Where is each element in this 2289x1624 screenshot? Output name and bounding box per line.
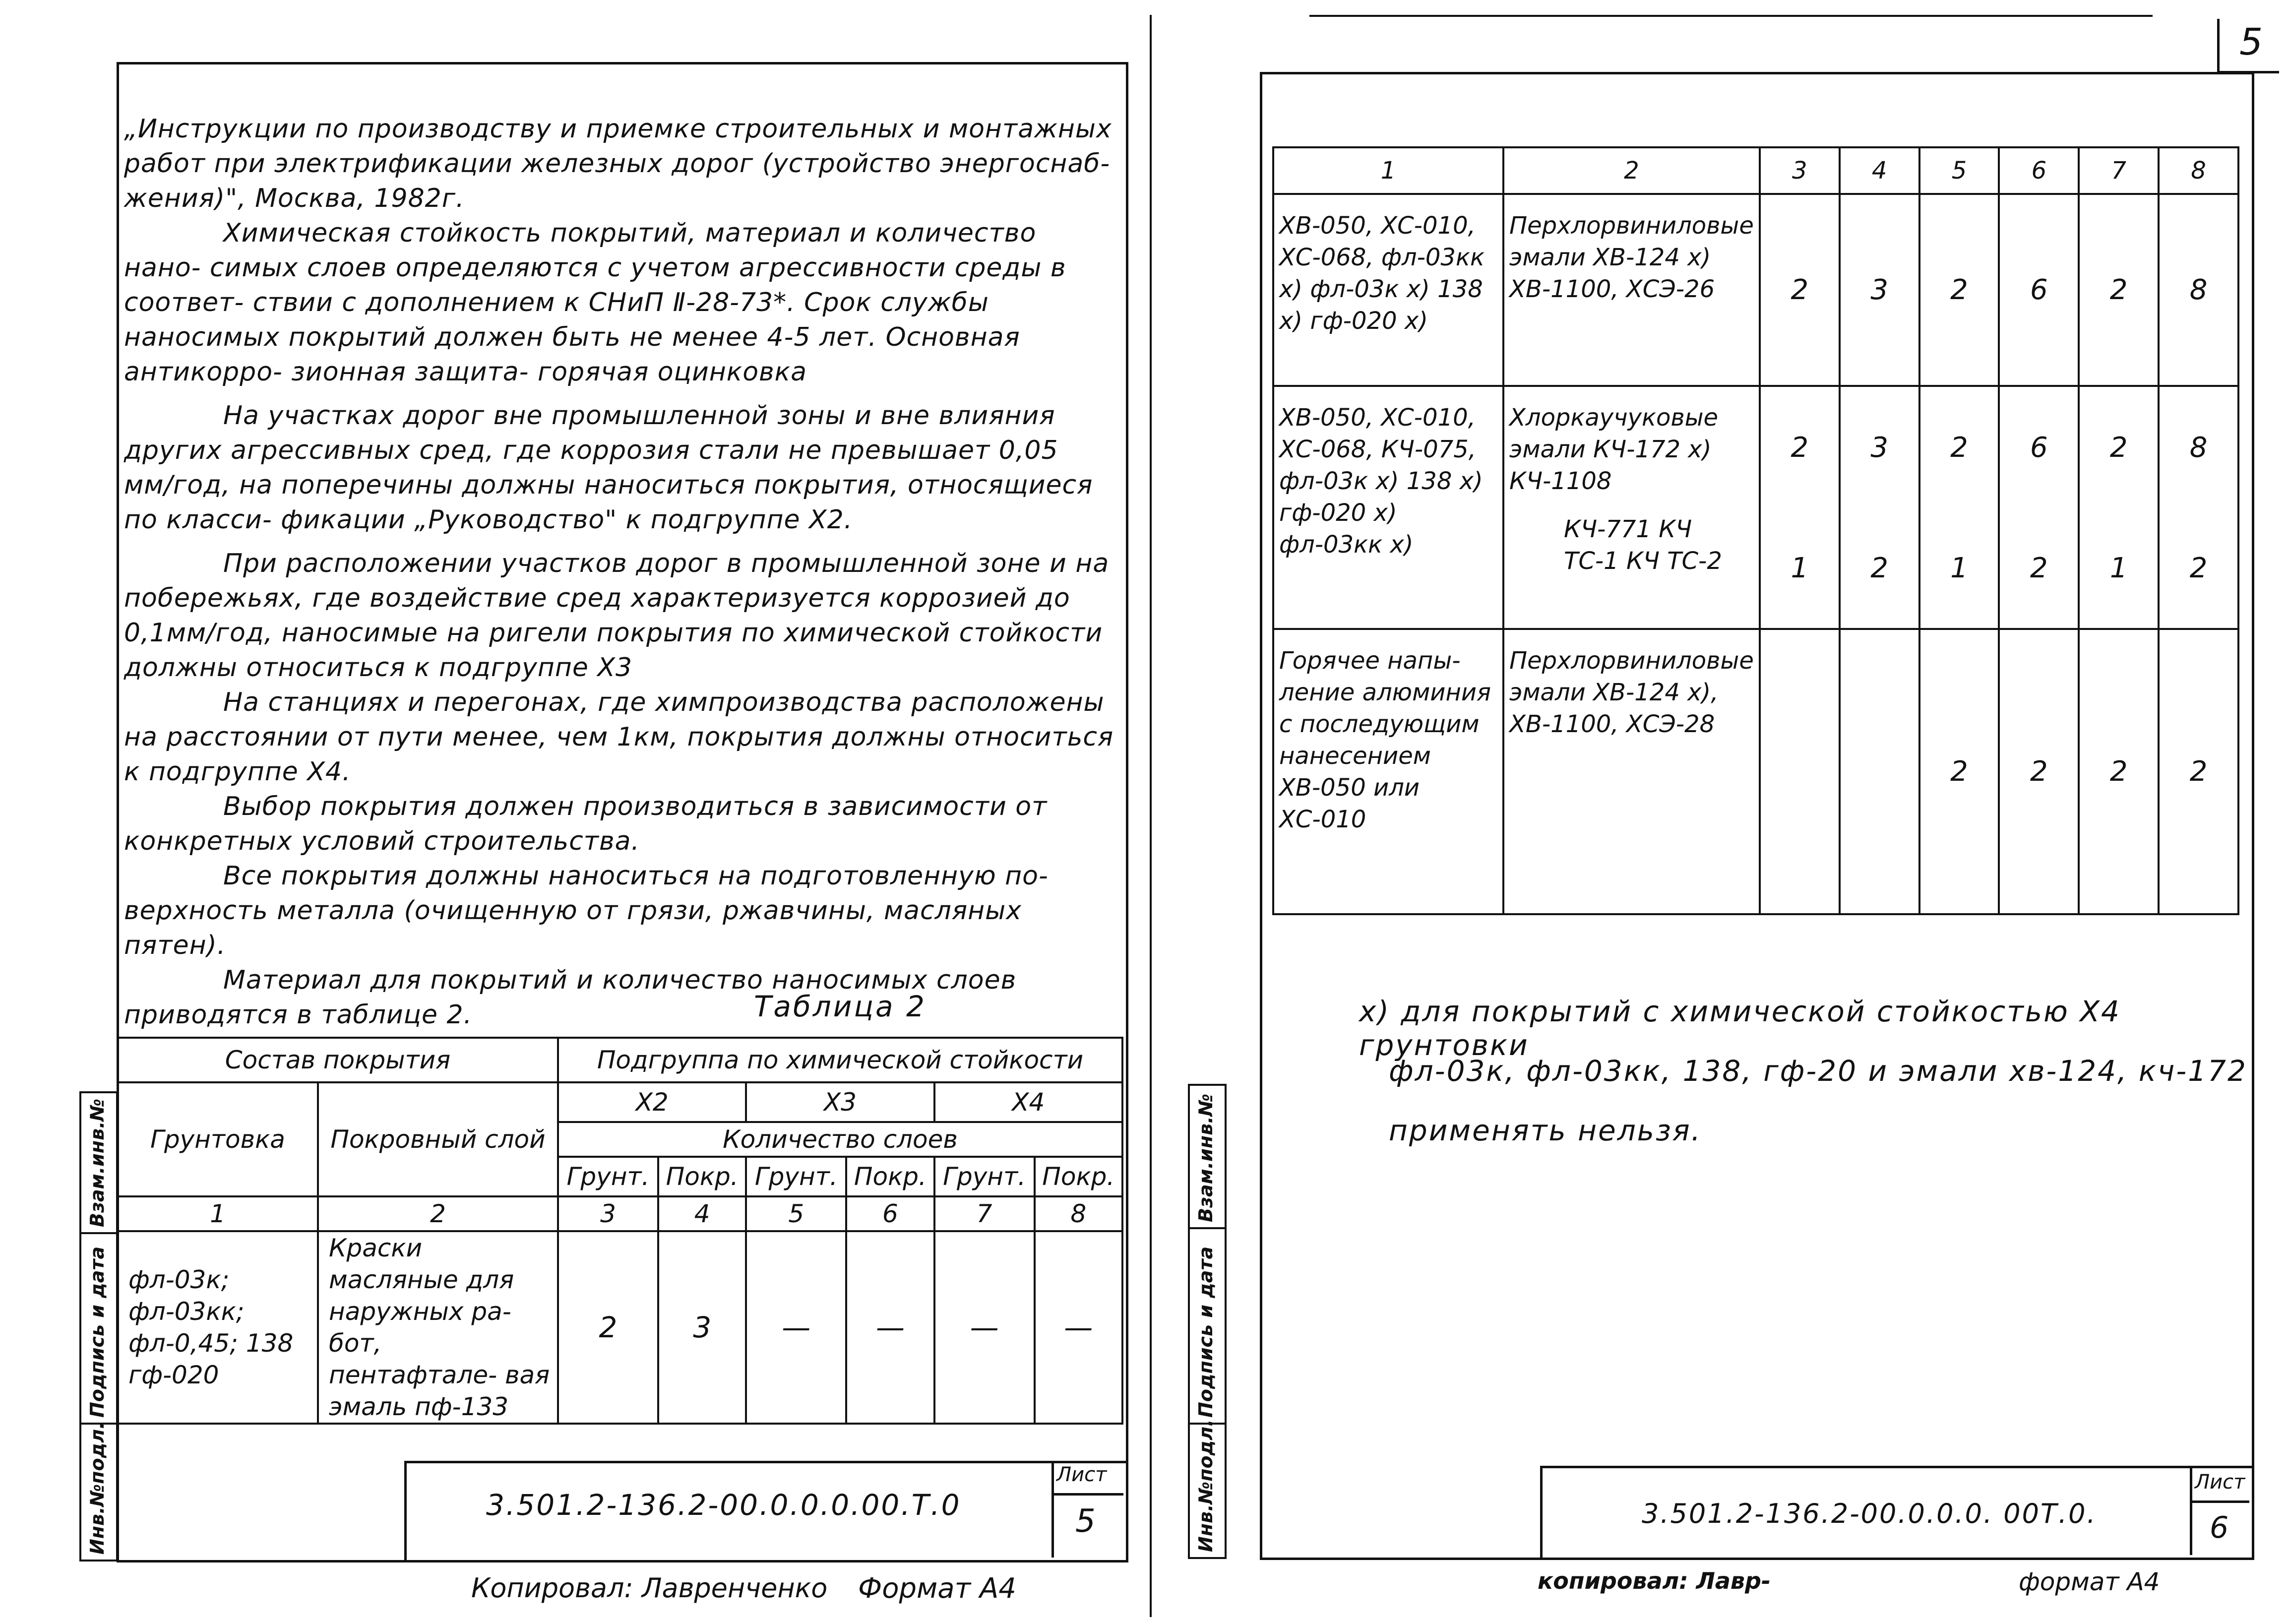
row-value: 8 [2159,194,2238,386]
left-copied-by: Копировал: Лавренченко [471,1572,828,1604]
side-cell-inventory [81,1422,116,1560]
row-value: 2 [1840,508,1919,629]
row-value: 2 [2079,194,2159,386]
left-side-strip [79,1091,118,1562]
side-cell-inventory [1190,1419,1225,1557]
row-value: — [746,1231,846,1424]
row-value: 2 [1760,386,1840,509]
row-value: — [1035,1231,1122,1424]
left-format: Формат А4 [858,1572,1016,1605]
side-label-signature: Подпись и дата [1195,1246,1217,1418]
row-value: 8 [2159,386,2238,509]
row-value: 2 [1760,194,1840,386]
sub-header: Грунт. [558,1157,658,1196]
left-document-code: 3.501.2-136.2-00.0.0.0.00.Т.0 [486,1488,961,1522]
sub-header: Покр. [1035,1157,1122,1196]
header-subgroup: Подгруппа по химической стойкости [558,1038,1122,1082]
stamp-divider [1052,1493,1123,1496]
row-primer: фл-03к; фл-03кк; фл-0,45; 138 гф-020 [118,1231,318,1424]
sub-header: Покр. [658,1157,746,1196]
row-value: 3 [658,1231,746,1424]
header-layers: Количество слоев [558,1122,1122,1157]
header-x2: Х2 [558,1082,746,1122]
row-value [1840,629,1919,914]
column-number: 7 [934,1196,1035,1231]
right-copied-by: копировал: Лавр- [1538,1567,1771,1594]
row-value: 2 [558,1231,658,1424]
right-side-strip [1188,1084,1227,1559]
row-coat: Хлоркаучуковые эмали КЧ-172 х) КЧ-1108 [1503,386,1760,509]
column-number: 2 [318,1196,558,1231]
column-number: 6 [846,1196,934,1231]
corner-page-number: 5 [2239,21,2263,63]
row-value: — [934,1231,1035,1424]
page-separator [1150,15,1152,1617]
side-cell-replacement [1190,1086,1225,1229]
column-number: 4 [1840,147,1919,194]
row-value: 2 [1919,194,1999,386]
row-value: 2 [1919,386,1999,509]
row-coat: Перхлорвиниловые эмали ХВ-124 х) ХВ-1100, ХСЭ-26 [1503,194,1760,386]
column-number: 5 [746,1196,846,1231]
row-value: — [846,1231,934,1424]
row-value: 1 [1919,508,1999,629]
sub-header: Покр. [846,1157,934,1196]
row-value: 3 [1840,194,1919,386]
right-sheet-label: Лист [2195,1471,2245,1494]
side-label-replacement: Взам.инв.№ [86,1098,108,1227]
header-coat: Покровный слой [318,1082,558,1196]
paragraph-stations: На станциях и перегонах, где химпроизводства расположены на расстоянии от пути менее, чем 1км, покрытия должны относиться к подгруппе Х4. [124,687,1114,787]
header-x4: Х4 [934,1082,1122,1122]
row-value: 2 [2159,508,2238,629]
paragraph-industrial-zone: При расположении участков дорог в промышленной зоне и на побережьях, где воздействие сред характеризуется коррозией до 0,1мм/год, наносимые на ригели покрытия по химической стойкости должны относиться к подгруппе Х3 [124,549,1110,683]
row-value: 2 [2159,629,2238,914]
row-value: 2 [1999,629,2079,914]
column-number: 4 [658,1196,746,1231]
side-cell-replacement [81,1093,116,1234]
table-2-continuation [1272,146,2239,915]
paragraph-instructions: „Инструкции по производству и приемке строительных и монтажных работ при электрификации железных дорог (устройство энергоснаб- жения)", Москва, 1982г. [124,114,1112,213]
row-value: 6 [1999,386,2079,509]
side-cell-signature [1190,1229,1225,1425]
side-label-inventory: Инв.№подл. [1195,1419,1217,1552]
paragraph-surface-prep: Все покрытия должны наноситься на подготовленную по- верхность металла (очищенную от грязи, ржавчины, масляных пятен). [124,861,1049,960]
column-number: 1 [1273,147,1503,194]
column-number: 8 [1035,1196,1122,1231]
footnote-line-1: х) для покрытий с химической стойкостью Х4 грунтовки [1359,995,2121,1062]
paragraph-chemical-resistance: Химическая стойкость покрытий, материал и количество нано- симых слоев определяются с учетом агрессивности среды в соответ- ствии с дополнением к СНиП Ⅱ-28-73*. Срок службы наносимых покрытий должен быть не менее 4-5 лет. Основная антикорро- зионная защита- горячая оцинковка [124,218,1066,387]
paragraph-material: Материал для покрытий и количество наносимых слоев приводятся в таблице 2. [124,965,1017,1030]
side-cell-signature [81,1234,116,1425]
row-coat: КЧ-771 КЧ ТС-1 КЧ ТС-2 [1503,508,1760,629]
column-number: 2 [1503,147,1760,194]
left-sheet-label: Лист [1056,1463,1107,1486]
side-label-signature: Подпись и дата [86,1246,108,1418]
column-number: 1 [118,1196,318,1231]
header-x3: Х3 [746,1082,934,1122]
column-number: 3 [1760,147,1840,194]
top-rule [1309,15,2153,17]
column-number: 7 [2079,147,2159,194]
right-document-code: 3.501.2-136.2-00.0.0.0. 00Т.0. [1642,1498,2097,1529]
row-value: 3 [1840,386,1919,509]
table-2-caption: Таблица 2 [754,990,927,1023]
stamp-divider [2190,1500,2249,1503]
stamp-divider [1052,1461,1054,1558]
stamp-divider [2190,1466,2192,1555]
column-number: 3 [558,1196,658,1231]
side-label-replacement: Взам.инв.№ [1195,1093,1217,1222]
side-label-inventory: Инв.№подл. [86,1422,108,1555]
right-sheet-number: 6 [2210,1510,2229,1545]
row-value: 2 [1999,508,2079,629]
column-number: 5 [1919,147,1999,194]
left-sheet-number: 5 [1075,1503,1096,1540]
row-value [1760,629,1840,914]
row-coat: Перхлорвиниловые эмали ХВ-124 х), ХВ-1100, ХСЭ-28 [1503,629,1760,914]
sub-header: Грунт. [934,1157,1035,1196]
header-composition: Состав покрытия [118,1038,558,1082]
row-value: 1 [2079,508,2159,629]
row-value: 2 [1919,629,1999,914]
row-primer: ХВ-050, ХС-010, ХС-068, фл-03кк х) фл-03к х) 138 х) гф-020 х) [1273,194,1503,386]
row-value: 1 [1760,508,1840,629]
row-primer: Горячее напы- ление алюминия с последующим нанесением ХВ-050 или ХС-010 [1273,629,1503,914]
footnote-line-2: фл-03к, фл-03кк, 138, гф-20 и эмали хв-124, кч-172 [1389,1054,2247,1088]
row-value: 6 [1999,194,2079,386]
right-format: формат А4 [2019,1567,2160,1596]
column-number: 6 [1999,147,2079,194]
column-number: 8 [2159,147,2238,194]
paragraph-selection: Выбор покрытия должен производиться в зависимости от конкретных условий строительства. [124,792,1048,856]
paragraph-outside-industrial: На участках дорог вне промышленной зоны и вне влияния других агрессивных сред, где коррозия стали не превышает 0,05 мм/год, на поперечины должны наноситься покрытия, относящиеся по класси- фикации „Руководство" к подгруппе Х2. [124,401,1093,535]
row-coat: Краски масляные для наружных ра- бот, пентафтале- вая эмаль пф-133 [318,1231,558,1424]
left-text-block [124,112,1116,1032]
row-value: 2 [2079,386,2159,509]
row-value: 2 [2079,629,2159,914]
header-primer: Грунтовка [118,1082,318,1196]
footnote-line-3: применять нельзя. [1389,1114,1702,1147]
table-2 [117,1037,1123,1425]
sub-header: Грунт. [746,1157,846,1196]
row-primer: ХВ-050, ХС-010, ХС-068, КЧ-075, фл-03к х) 138 х) гф-020 х) фл-03кк х) [1273,386,1503,629]
